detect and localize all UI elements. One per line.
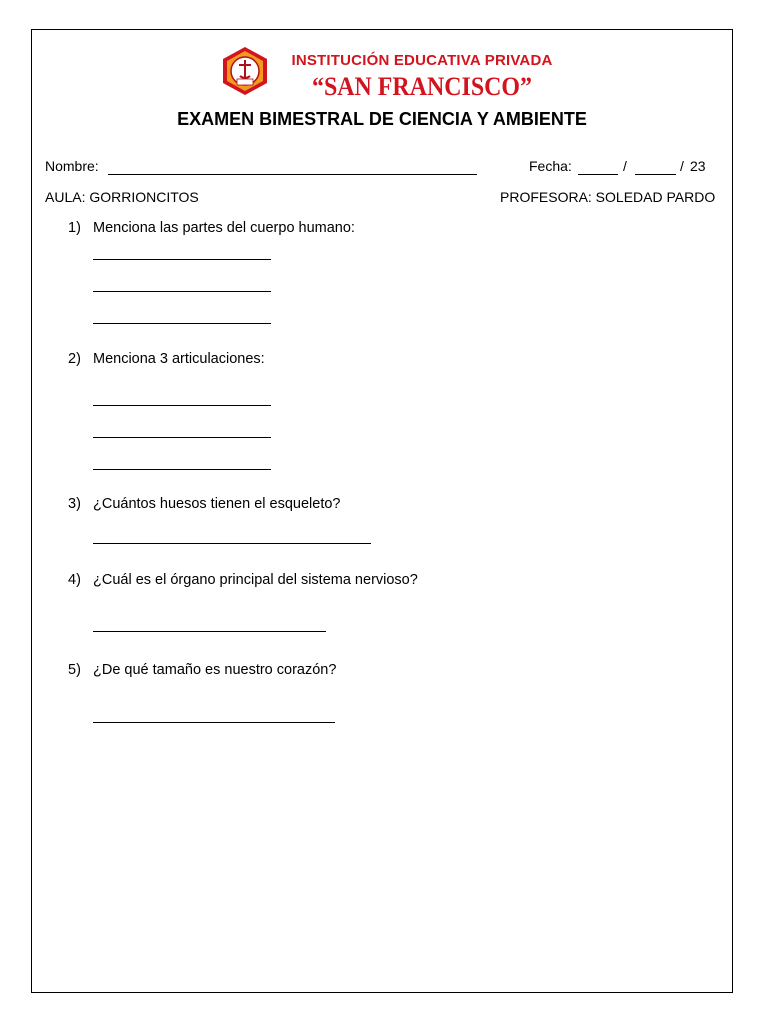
answer-line[interactable]: [93, 722, 335, 723]
answer-line[interactable]: [93, 543, 371, 544]
date-field: [529, 158, 572, 174]
question-4: [68, 572, 418, 588]
teacher-label: PROFESORA: SOLEDAD PARDO: [500, 189, 716, 205]
question-3: [68, 496, 340, 512]
answer-line[interactable]: [93, 437, 271, 438]
date-separator: /: [623, 158, 627, 174]
exam-page: [31, 29, 733, 993]
date-day-line[interactable]: [578, 174, 618, 175]
date-month-line[interactable]: [635, 174, 676, 175]
answer-line[interactable]: [93, 405, 271, 406]
school-crest-icon: [220, 46, 270, 96]
question-2: [68, 351, 265, 367]
answer-line[interactable]: [93, 469, 271, 470]
date-label: Fecha:: [529, 158, 572, 174]
date-separator: /: [680, 158, 684, 174]
question-number: 1): [68, 220, 81, 236]
name-label: Nombre:: [45, 158, 99, 174]
header: [32, 30, 732, 130]
exam-title: EXAMEN BIMESTRAL DE CIENCIA Y AMBIENTE: [177, 109, 587, 129]
answer-line[interactable]: [93, 631, 326, 632]
question-5: [68, 662, 336, 678]
name-answer-line[interactable]: [108, 174, 477, 175]
question-text: Menciona 3 articulaciones:: [93, 351, 265, 367]
date-year: 23: [690, 158, 706, 174]
school-name: “SAN FRANCISCO”: [312, 72, 532, 101]
institution-label: INSTITUCIÓN EDUCATIVA PRIVADA: [291, 52, 553, 69]
answer-line[interactable]: [93, 259, 271, 260]
question-text: ¿Cuál es el órgano principal del sistema nervioso?: [93, 572, 418, 588]
question-number: 3): [68, 496, 81, 512]
answer-line[interactable]: [93, 291, 271, 292]
question-1: [68, 220, 355, 236]
question-text: ¿Cuántos huesos tienen el esqueleto?: [93, 496, 341, 512]
question-number: 4): [68, 572, 81, 588]
name-field: [45, 158, 99, 174]
question-number: 2): [68, 351, 81, 367]
classroom-label: AULA: GORRIONCITOS: [45, 189, 199, 205]
question-text: Menciona las partes del cuerpo humano:: [93, 220, 355, 236]
question-number: 5): [68, 662, 81, 678]
question-text: ¿De qué tamaño es nuestro corazón?: [93, 662, 337, 678]
answer-line[interactable]: [93, 323, 271, 324]
